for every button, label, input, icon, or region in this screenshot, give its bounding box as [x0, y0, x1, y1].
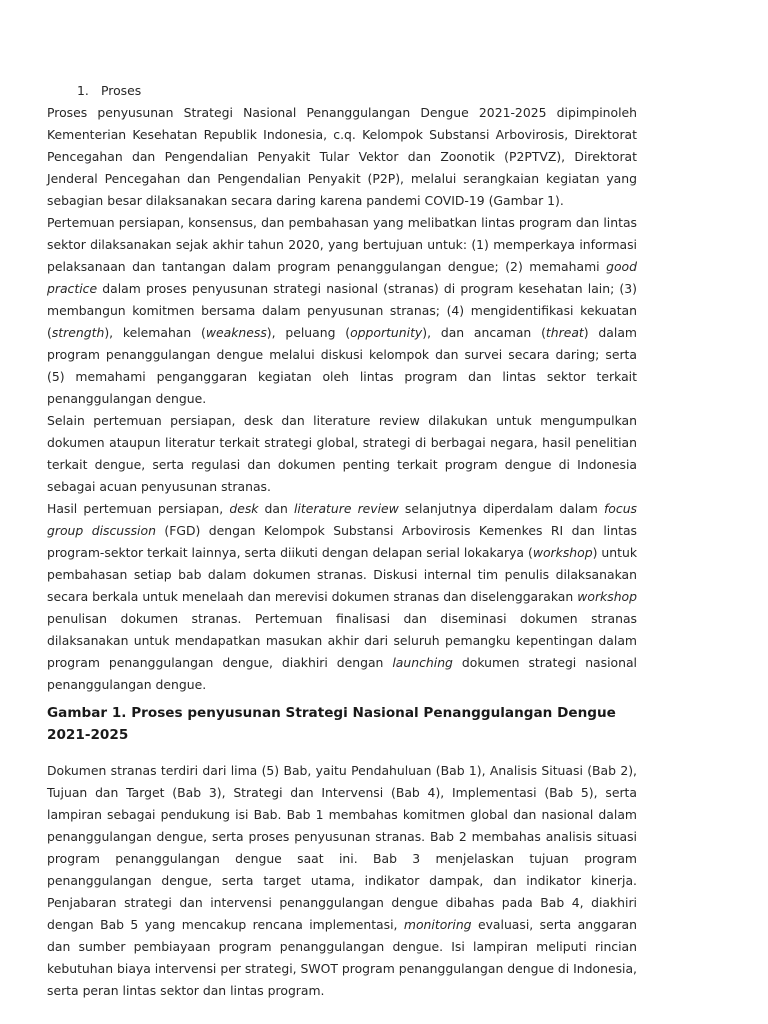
paragraph-fgd — [47, 498, 637, 696]
section-title: Proses — [101, 83, 142, 98]
italic-term: monitoring — [403, 917, 472, 932]
text-run: ) dalam program penanggulangan dengue melalui diskusi kelompok dan survei secara daring; serta (5) memahami penganggaran kegiatan oleh lintas program dan lintas sektor terkait penanggulangan dengue. — [47, 325, 637, 406]
text-run: evaluasi, serta anggaran dan sumber pembiayaan program penanggulangan dengue. Isi lampiran meliputi rincian kebutuhan biaya intervensi per strategi, SWOT program penanggulangan dengue di Indonesia, serta peran lintas sektor dan lintas program. — [47, 917, 637, 998]
italic-term: threat — [545, 325, 584, 340]
paragraph-structure — [47, 760, 637, 1002]
text-run: dan — [258, 501, 294, 516]
text-run: ), peluang ( — [266, 325, 351, 340]
text-run: dokumen strategi nasional penanggulangan dengue. — [47, 655, 638, 692]
text-run: ), dan ancaman ( — [422, 325, 546, 340]
text-run: Dokumen stranas terdiri dari lima (5) Bab, yaitu Pendahuluan (Bab 1), Analisis Situasi (Bab 2), Tujuan dan Target (Bab 3), Strategi dan Intervensi (Bab 4), Implementasi (Bab 5), serta lampiran sebagai pendukung isi Bab. Bab 1 membahas komitmen global dan nasional dalam penanggulangan dengue, serta proses penyusunan stranas. Bab 2 membahas analisis situasi program penanggulangan dengue saat ini. Bab 3 menjelaskan tujuan program penanggulangan dengue, serta target utama, indikator dampak, dan indikator kinerja. Penjabaran strategi dan intervensi penanggulangan dengue dibahas pada Bab 4, diakhiri dengan Bab 5 yang mencakup rencana implementasi, — [47, 763, 637, 932]
italic-term: workshop — [532, 545, 593, 560]
text-run: Pertemuan persiapan, konsensus, dan pembahasan yang melibatkan lintas program dan lintas sektor dilaksanakan sejak akhir tahun 2020, yang bertujuan untuk: (1) memperkaya informasi pelaksanaan dan tantangan dalam program penanggulangan dengue; (2) memahami — [47, 215, 637, 274]
italic-term: opportunity — [350, 325, 423, 340]
document-page — [47, 80, 637, 1002]
text-run: selanjutnya diperdalam dalam — [398, 501, 604, 516]
text-run: ), kelemahan ( — [104, 325, 206, 340]
italic-term: desk — [229, 501, 259, 516]
italic-term: strength — [51, 325, 105, 340]
text-run: Hasil pertemuan persiapan, — [47, 501, 230, 516]
italic-term: weakness — [205, 325, 267, 340]
text-run: dalam proses penyusunan strategi nasional (stranas) di program kesehatan lain; (3) membangun komitmen bersama dalam penyusunan stranas; (4) mengidentifikasi kekuatan ( — [47, 281, 637, 340]
italic-term: workshop — [577, 589, 637, 604]
italic-term: good practice — [47, 259, 637, 296]
text-run: ) untuk pembahasan setiap bab dalam dokumen stranas. Diskusi internal tim penulis dilaksanakan secara berkala untuk menelaah dan merevisi dokumen stranas dan diselenggarakan — [47, 545, 637, 604]
figure-caption: Gambar 1. Proses penyusunan Strategi Nasional Penanggulangan Dengue 2021-2025 — [47, 705, 616, 743]
italic-term: focus group discussion — [47, 501, 638, 538]
text-run: penulisan dokumen stranas. Pertemuan finalisasi dan diseminasi dokumen stranas dilaksanakan untuk mendapatkan masukan akhir dari seluruh pemangku kepentingan dalam program penanggulangan dengue, diakhiri dengan — [47, 611, 637, 670]
paragraph-desk-review: Selain pertemuan persiapan, desk dan literature review dilakukan untuk mengumpulkan dokumen ataupun literatur terkait strategi global, strategi di berbagai negara, hasil penelitian terkait dengue, serta regulasi dan dokumen penting terkait program dengue di Indonesia sebagai acuan penyusunan stranas. — [47, 413, 637, 494]
paragraph-meetings — [47, 212, 637, 410]
italic-term: launching — [392, 655, 453, 670]
italic-term: literature review — [293, 501, 399, 516]
section-number: 1. — [77, 83, 89, 98]
section-heading — [47, 80, 637, 102]
text-run: (FGD) dengan Kelompok Substansi Arbovirosis Kemenkes RI dan lintas program-sektor terkait lainnya, serta diikuti dengan delapan serial lokakarya ( — [47, 523, 637, 560]
paragraph-intro: Proses penyusunan Strategi Nasional Penanggulangan Dengue 2021-2025 dipimpinoleh Kementerian Kesehatan Republik Indonesia, c.q. Kelompok Substansi Arbovirosis, Direktorat Pencegahan dan Pengendalian Penyakit Tular Vektor dan Zoonotik (P2PTVZ), Direktorat Jenderal Pencegahan dan Pengendalian Penyakit (P2P), melalui serangkaian kegiatan yang sebagian besar dilaksanakan secara daring karena pandemi COVID-19 (Gambar 1). — [47, 105, 637, 208]
